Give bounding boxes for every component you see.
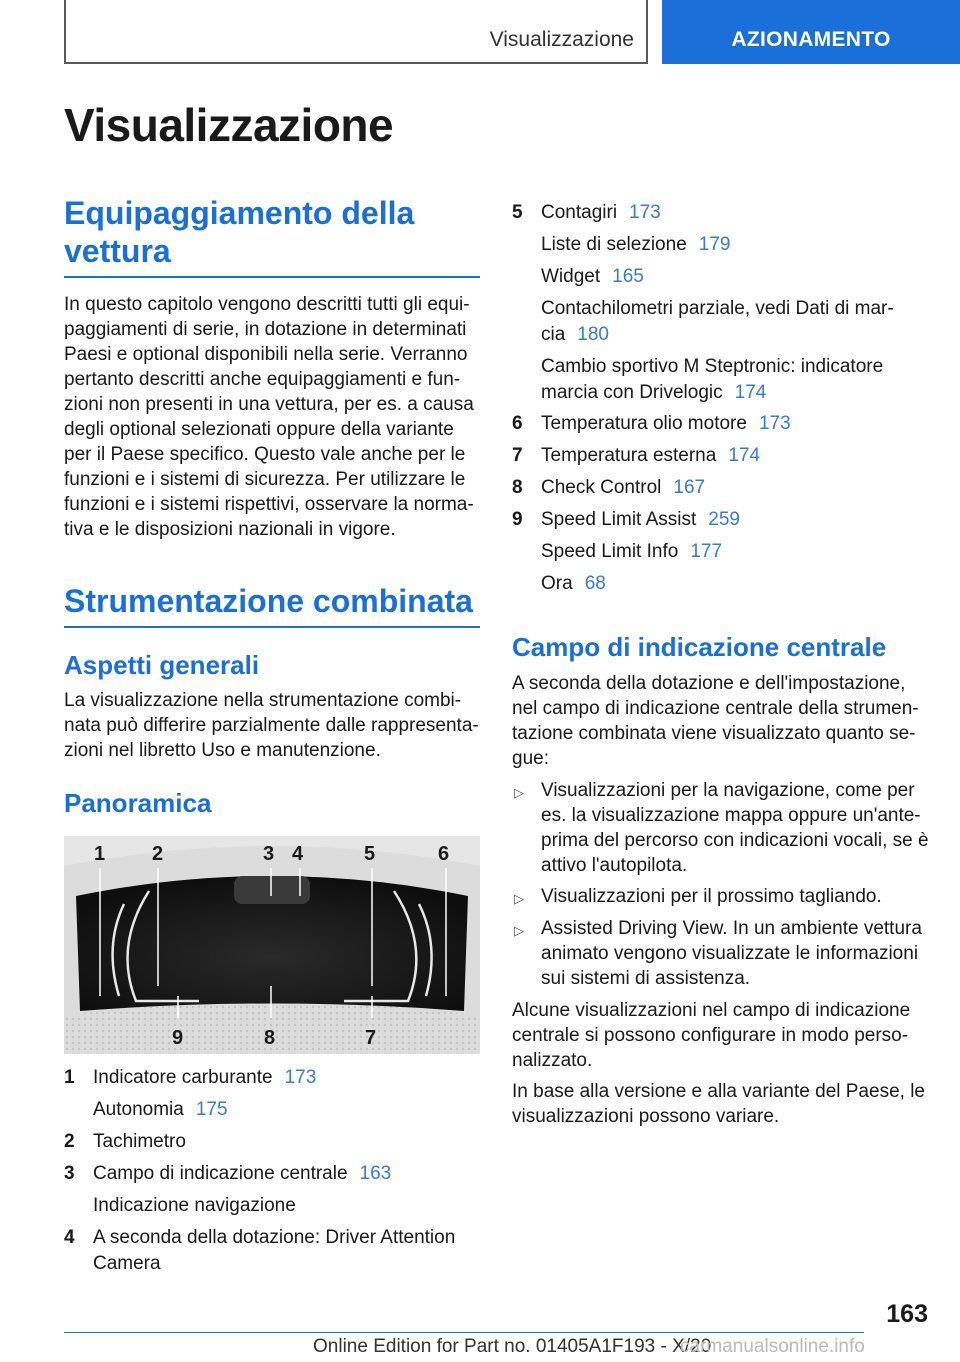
central-line: tazione combinata viene visualizzato quanto se- [512,723,916,744]
bullet-line: Visualizzazioni per il prossimo tagliando. [541,886,882,907]
equip-line: In questo capitolo vengono descritti tutti gli equi- [64,294,470,315]
item-text: Check Control [541,477,662,498]
item-text: Campo di indicazione centrale [93,1163,348,1184]
equip-line: per il Paese specifico. Questo vale anche per le [64,444,466,465]
page-ref-link[interactable]: 165 [612,266,644,287]
item-text: Tachimetro [93,1131,186,1152]
item-number: 2 [64,1131,75,1152]
config-line: Alcune visualizzazioni nel campo di indicazione [512,1000,911,1021]
figure-label-7: 7 [365,1027,377,1049]
item-number: 8 [512,477,523,498]
item-text: Temperatura esterna [541,445,717,466]
triangle-bullet-icon: ▷ [514,923,524,938]
cluster-illustration [64,836,480,1054]
item-text: Autonomia [93,1099,184,1120]
driver-camera-housing [234,876,310,904]
general-paragraph [64,688,480,763]
equip-line: paggiamenti di serie, in dotazione in determinati [64,319,467,340]
item-text: Widget [541,266,601,287]
item-text: Speed Limit Assist [541,509,697,530]
item-text: A seconda della dotazione: Driver Attention [93,1227,456,1248]
bullet-line: attivo l'autopilota. [541,855,688,876]
footer-divider [64,1332,864,1333]
bullet-line: Visualizzazioni per la navigazione, come per [541,780,915,801]
bullet-line: prima del percorso con indicazioni vocali, se è [541,830,929,851]
item-number: 5 [512,202,523,223]
variant-paragraph [512,1079,930,1129]
page-ref-link[interactable]: 180 [577,324,609,345]
footer-watermark: carmanualsonline.info [680,1336,865,1357]
equip-heading: Equipaggiamento della vettura [64,194,480,278]
page-ref-link[interactable]: 179 [698,234,731,255]
config-line: nalizzato. [512,1050,593,1071]
overview-heading: Panoramica [64,788,212,818]
bullet-line: Assisted Driving View. In un ambiente vettura [541,918,922,939]
general-heading: Aspetti generali [64,650,260,680]
item-text: Temperatura olio motore [541,413,747,434]
equip-line: funzioni e i sistemi di sicurezza. Per utilizzare le [64,469,466,490]
general-line: zioni nel libretto Uso e manutenzione. [64,740,381,761]
item-text: Indicatore carburante [93,1067,273,1088]
item-text: Contagiri [541,202,618,223]
item-number: 9 [512,509,523,530]
figure-label-5: 5 [364,843,376,865]
item-number: 7 [512,445,523,466]
page-ref-link[interactable]: 173 [629,202,661,223]
central-line: nel campo di indicazione centrale della strumen- [512,698,919,719]
instrument-cluster-figure [64,836,480,1054]
item-text: Speed Limit Info [541,541,679,562]
page-ref-link[interactable]: 68 [584,573,606,594]
variant-line: visualizzazioni possono variare. [512,1106,780,1127]
page-ref-link[interactable]: 174 [728,445,761,466]
instrument-heading: Strumentazione combinata [64,582,480,628]
header-chapter-label: AZIONAMENTO [731,28,891,51]
page-ref-link[interactable]: 163 [359,1163,392,1184]
figure-label-3: 3 [263,843,275,865]
triangle-bullet-icon: ▷ [514,891,524,906]
central-heading: Campo di indicazione centrale [512,632,887,662]
header-section-title: Visualizzazione [489,28,634,51]
figure-label-9: 9 [172,1027,184,1049]
figure-label-1: 1 [94,843,106,865]
footer-edition-text: Online Edition for Part no. 01405A1F193 - X/20 [313,1336,712,1357]
item-number: 4 [64,1227,75,1248]
equip-line: tiva e le disposizioni nazionali in vigore. [64,519,396,540]
item-text: marcia con Drivelogic [541,382,723,403]
item-text: Ora [541,573,573,594]
page-number: 163 [886,1300,928,1328]
header-chapter-tab[interactable] [662,0,960,64]
page-ref-link[interactable]: 173 [758,413,791,434]
item-number: 3 [64,1163,75,1184]
item-number: 6 [512,413,523,434]
item-text: Liste di selezione [541,234,687,255]
variant-line: In base alla versione e alla variante del Paese, le [512,1081,925,1102]
figure-label-2: 2 [152,843,164,865]
config-paragraph [512,998,930,1073]
page-ref-link[interactable]: 175 [195,1099,228,1120]
central-line: gue: [512,748,549,769]
equip-line: Paesi e optional disponibili nella serie. Verranno [64,344,468,365]
figure-label-6: 6 [438,843,450,865]
equip-paragraph [64,292,480,542]
config-line: centrale si possono configurare in modo perso- [512,1025,909,1046]
bullet-line: es. la visualizzazione mappa oppure un'ante- [541,805,921,826]
central-line: A seconda della dotazione e dell'impostazione, [512,673,906,694]
figure-label-4: 4 [292,843,304,865]
page-ref-link[interactable]: 167 [673,477,706,498]
item-text: Cambio sportivo M Steptronic: indicatore [541,356,884,377]
central-paragraph [512,671,930,771]
item-text: Camera [93,1253,161,1274]
figure-label-8: 8 [264,1027,276,1049]
page-ref-link[interactable]: 173 [284,1067,317,1088]
page-title: Visualizzazione [64,99,394,151]
page-ref-link[interactable]: 259 [708,509,740,530]
item-text: Contachilometri parziale, vedi Dati di mar- [541,298,894,319]
bullet-line: sui sistemi di assistenza. [541,968,751,989]
equip-line: pertanto descritti anche equipaggiamenti e fun- [64,369,461,390]
triangle-bullet-icon: ▷ [514,785,524,800]
page-ref-link[interactable]: 177 [690,541,723,562]
general-line: La visualizzazione nella strumentazione combi- [64,690,462,711]
item-number: 1 [64,1067,75,1088]
equip-line: funzioni e i sistemi rispettivi, osservare la norma- [64,494,474,515]
equip-line: degli optional selezionati oppure della variante [64,419,454,440]
general-line: nata può differire parzialmente dalle rappresenta- [64,715,479,736]
item-text: cia [541,324,566,345]
bullet-line: animato vengono visualizzate le informazioni [541,943,919,964]
page-ref-link[interactable]: 174 [734,382,767,403]
equip-line: zioni non presenti in una vettura, per es. a causa [64,394,474,415]
item-text: Indicazione navigazione [93,1195,296,1216]
